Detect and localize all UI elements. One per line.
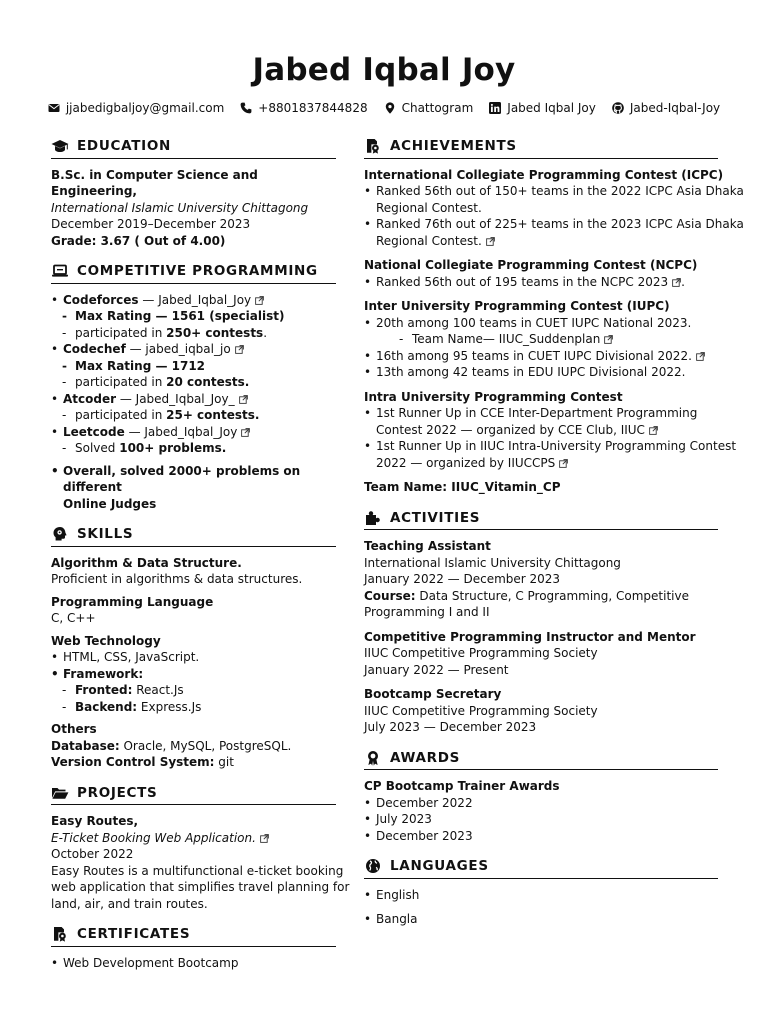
cp-codeforces-contests-count: 250+ contests <box>166 325 264 340</box>
iupc-heading: Inter University Programming Contest (IUPC) <box>364 299 670 313</box>
icpc-list <box>364 183 744 249</box>
ta-course-value: Data Structure, C Programming, Competitive <box>415 588 689 603</box>
puzzle-piece-icon <box>364 510 382 526</box>
external-link-icon[interactable] <box>486 237 495 246</box>
ncpc-item-text: Ranked 56th out of 195 teams in the NCPC 2023 <box>376 274 669 289</box>
iupc-item <box>364 348 718 365</box>
ncpc-heading: National Collegiate Programming Contest (NCPC) <box>364 258 698 272</box>
github-icon <box>612 102 624 114</box>
external-link-icon[interactable] <box>255 296 264 305</box>
award-item: • December 2023 <box>364 828 718 845</box>
contact-bar <box>0 101 768 115</box>
cp-overall-list <box>51 463 336 513</box>
cp-leetcode-site: Leetcode <box>63 424 125 439</box>
cp-codechef-contests <box>51 374 336 391</box>
skills-web-frontend <box>51 682 336 699</box>
skills-vcs-key: Version Control System: <box>51 755 215 769</box>
cp-leetcode-handle: — Jabed_Iqbal_Joy <box>124 424 238 439</box>
intra-item2-line2: 2022 — organized by IIUCCPS <box>376 455 556 470</box>
bootcamp-org: IIUC Competitive Programming Society <box>364 703 598 718</box>
mentor-heading: Competitive Programming Instructor and Mentor <box>364 629 696 644</box>
bootcamp-date: July 2023 — December 2023 <box>364 720 537 734</box>
external-link-icon[interactable] <box>696 352 705 361</box>
brain-icon <box>51 526 69 542</box>
certificate-icon <box>364 138 382 154</box>
cp-codechef-contests-pre: participated in <box>75 375 167 389</box>
ta-heading: Teaching Assistant <box>364 539 491 553</box>
language-item: • Bangla <box>364 911 718 928</box>
ncpc-item-end: . <box>681 274 685 289</box>
award-item: • July 2023 <box>364 811 718 828</box>
icpc-item1-line2: Regional Contest. <box>376 200 482 215</box>
intra-item1-line2: Contest 2022 — organized by CCE Club, IIUC <box>376 422 645 437</box>
cp-atcoder-site: Atcoder <box>63 391 117 406</box>
skills-vcs-value: git <box>214 755 234 769</box>
achievements-heading <box>364 138 718 159</box>
skills-database <box>51 738 336 755</box>
external-link-icon[interactable] <box>239 395 248 404</box>
contact-location <box>384 101 474 115</box>
skills-database-value: Oracle, MySQL, PostgreSQL. <box>119 738 292 753</box>
external-link-icon[interactable] <box>604 335 613 344</box>
skills-section <box>51 526 336 771</box>
ta-course <box>364 588 718 605</box>
external-link-icon[interactable] <box>260 834 269 843</box>
intra-item1-line1: 1st Runner Up in CCE Inter-Department Programming <box>376 406 698 420</box>
cp-leetcode[interactable] <box>51 424 336 441</box>
icpc-item <box>364 183 744 216</box>
location-pin-icon <box>384 102 396 114</box>
achievements-title: ACHIEVEMENTS <box>390 138 517 154</box>
skills-database-key: Database: <box>51 738 120 753</box>
mentor-date: January 2022 — Present <box>364 662 509 677</box>
external-link-icon[interactable] <box>235 345 244 354</box>
skills-web-basics: • HTML, CSS, JavaScript. <box>51 649 336 666</box>
contact-github[interactable] <box>612 101 720 115</box>
icpc-item2-line2: Regional Contest. <box>376 233 482 248</box>
cp-list <box>51 292 336 457</box>
iupc-item: • 13th among 42 teams in EDU IUPC Divisional 2022. <box>364 364 718 381</box>
certificates-list <box>51 955 336 972</box>
cp-codeforces-rating: - Max Rating — 1561 (specialist) <box>51 308 336 325</box>
skills-others-heading: Others <box>51 722 97 736</box>
external-link-icon[interactable] <box>649 426 658 435</box>
cp-codeforces-contests-pre: participated in <box>75 325 167 340</box>
achievements-section <box>364 138 744 496</box>
activities-title: ACTIVITIES <box>390 509 481 526</box>
project-desc-line2: web application that simplifies travel planning for <box>51 880 350 894</box>
cp-leetcode-solved-pre: Solved <box>75 441 120 455</box>
iupc-list <box>364 315 718 381</box>
project-name: Easy Routes, <box>51 814 139 828</box>
folder-open-icon <box>51 785 69 801</box>
bootcamp-heading: Bootcamp Secretary <box>364 687 502 701</box>
cp-codeforces-contests-post: . <box>263 325 268 340</box>
skills-algo-text: Proficient in algorithms & data structures. <box>51 572 303 586</box>
contact-phone-text: +8801837844828 <box>258 101 368 115</box>
awards-title: AWARDS <box>390 749 461 766</box>
education-school: International Islamic University Chittagong <box>51 200 309 215</box>
education-section <box>51 138 336 249</box>
cp-leetcode-solved-count: 100+ problems. <box>119 441 227 455</box>
skills-frontend-value: React.Js <box>132 683 184 697</box>
linkedin-icon <box>489 102 501 114</box>
certificate-icon <box>51 926 69 942</box>
iupc-item2-text: 16th among 95 teams in CUET IUPC Divisional 2022. <box>376 348 692 363</box>
laptop-icon <box>51 263 69 279</box>
certificates-heading <box>51 926 336 947</box>
skills-lang-text: C, C++ <box>51 611 96 625</box>
cp-codechef-contests-count: 20 contests. <box>166 375 250 389</box>
contact-phone[interactable] <box>240 101 367 115</box>
contact-linkedin[interactable] <box>489 101 596 115</box>
cp-overall <box>51 463 336 513</box>
ncpc-item <box>364 274 718 291</box>
intra-item <box>364 405 718 438</box>
skills-web-backend <box>51 699 336 716</box>
cp-heading <box>51 263 336 284</box>
skills-title: SKILLS <box>77 526 134 542</box>
skills-frontend-key: Fronted: <box>75 683 133 697</box>
languages-title: LANGUAGES <box>390 858 489 874</box>
cp-codeforces-handle: — Jabed_Iqbal_Joy <box>138 292 252 307</box>
contact-location-text: Chattogram <box>401 101 474 115</box>
skills-vcs <box>51 754 336 771</box>
ncpc-list <box>364 274 718 291</box>
cp-overall-line2: Online Judges <box>63 496 157 511</box>
cp-codeforces-site: Codeforces <box>63 292 139 307</box>
ta-course-line2: Programming I and II <box>364 605 490 619</box>
skills-backend-value: Express.Js <box>137 699 202 714</box>
education-dates: December 2019–December 2023 <box>51 217 251 231</box>
awards-heading <box>364 750 718 771</box>
team-name: Team Name: IIUC_Vitamin_CP <box>364 480 561 494</box>
cp-atcoder-contests <box>51 407 336 424</box>
envelope-icon <box>48 102 60 114</box>
certificate-item: • Web Development Bootcamp <box>51 955 336 972</box>
cp-codechef-site: Codechef <box>63 342 126 356</box>
right-column <box>364 138 744 928</box>
left-column <box>51 138 350 971</box>
external-link-icon[interactable] <box>672 278 681 287</box>
activities-section <box>364 510 718 736</box>
graduation-cap-icon <box>51 138 69 154</box>
awards-section <box>364 750 718 845</box>
contact-linkedin-text: Jabed Iqbal Joy <box>507 101 596 115</box>
project-date: October 2022 <box>51 847 134 861</box>
education-heading <box>51 138 336 159</box>
iupc-team-name <box>364 331 718 348</box>
contact-email[interactable] <box>48 101 224 115</box>
cp-section <box>51 263 336 512</box>
certificates-title: CERTIFICATES <box>77 926 191 942</box>
cp-atcoder-handle: — Jabed_Iqbal_Joy_ <box>116 391 235 406</box>
skills-lang-heading: Programming Language <box>51 594 214 609</box>
project-desc-line1: Easy Routes is a multifunctional e-ticket booking <box>51 863 344 878</box>
activities-heading <box>364 510 718 531</box>
ta-course-key: Course: <box>364 588 416 603</box>
cp-atcoder-contests-pre: participated in <box>75 408 167 422</box>
projects-heading <box>51 785 336 806</box>
cp-overall-line1: Overall, solved 2000+ problems on different <box>63 463 301 494</box>
award-medal-icon <box>364 750 382 766</box>
phone-icon <box>240 102 252 114</box>
contact-email-text: jjabedigbaljoy@gmail.com <box>65 101 225 115</box>
icpc-item2-line1: Ranked 76th out of 225+ teams in the 2023 ICPC Asia Dhaka <box>376 217 744 231</box>
education-title: EDUCATION <box>77 138 172 154</box>
cp-atcoder-contests-count: 25+ contests. <box>166 408 260 422</box>
icpc-heading: International Collegiate Programming Contest (ICPC) <box>364 167 724 182</box>
cp-codeforces-contests <box>51 325 336 342</box>
skills-web-framework: • Framework: <box>51 666 336 683</box>
languages-section <box>364 858 718 928</box>
cp-leetcode-solved <box>51 440 336 457</box>
external-link-icon[interactable] <box>559 459 568 468</box>
languages-heading <box>364 858 718 879</box>
globe-icon <box>364 858 382 874</box>
cp-atcoder[interactable] <box>51 391 336 408</box>
iupc-team-text: Team Name— IIUC_Suddenplan <box>412 332 601 346</box>
projects-title: PROJECTS <box>77 784 158 801</box>
project-subtitle-text: E-Ticket Booking Web Application. <box>51 830 256 845</box>
cp-codechef-handle: — jabed_iqbal_jo <box>125 342 231 356</box>
projects-section <box>51 784 350 913</box>
ta-org: International Islamic University Chittagong <box>364 555 621 570</box>
skills-backend-key: Backend: <box>75 699 138 714</box>
icpc-item <box>364 216 744 249</box>
cp-codechef[interactable] <box>51 341 336 358</box>
ta-date: January 2022 — December 2023 <box>364 572 561 586</box>
education-degree: B.Sc. in Computer Science and Engineering, <box>51 167 258 198</box>
skills-web-list <box>51 649 336 715</box>
mentor-org: IIUC Competitive Programming Society <box>364 646 598 660</box>
award-item: • December 2022 <box>364 795 718 812</box>
icpc-item1-line1: Ranked 56th out of 150+ teams in the 2022 ICPC Asia Dhaka <box>376 184 744 198</box>
skills-heading <box>51 526 336 547</box>
languages-list <box>364 887 718 928</box>
skills-web-heading: Web Technology <box>51 633 161 648</box>
intra-list <box>364 405 737 471</box>
skills-algo-heading: Algorithm & Data Structure. <box>51 555 242 570</box>
cp-codeforces[interactable] <box>51 292 336 309</box>
cp-title: COMPETITIVE PROGRAMMING <box>77 263 318 279</box>
intra-item <box>364 438 737 471</box>
cp-codechef-rating: - Max Rating — 1712 <box>51 358 336 375</box>
project-subtitle[interactable] <box>51 830 336 847</box>
iupc-item: • 20th among 100 teams in CUET IUPC National 2023. <box>364 315 718 332</box>
intra-item2-line1: 1st Runner Up in IIUC Intra-University Programming Contest <box>376 439 737 453</box>
resume-name: Jabed Iqbal Joy <box>252 52 516 88</box>
project-desc-line3: land, air, and train routes. <box>51 896 208 911</box>
awards-subheading: CP Bootcamp Trainer Awards <box>364 779 560 793</box>
contact-github-text: Jabed-Iqbal-Joy <box>629 101 721 115</box>
awards-list <box>364 795 718 845</box>
external-link-icon[interactable] <box>241 428 250 437</box>
certificates-section <box>51 926 336 971</box>
language-item: • English <box>364 887 718 904</box>
intra-heading: Intra University Programming Contest <box>364 389 623 404</box>
education-grade: Grade: 3.67 ( Out of 4.00) <box>51 233 226 248</box>
